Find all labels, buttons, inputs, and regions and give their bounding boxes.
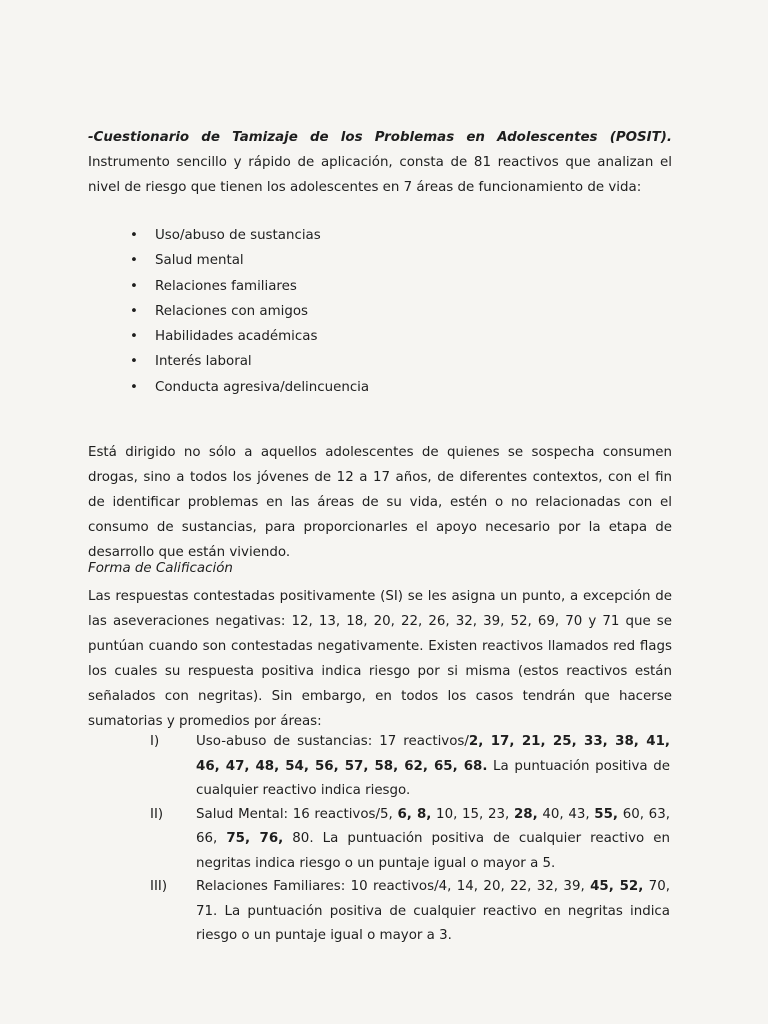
item-segment: 80. La puntuación positiva de cualquier reactivo en negritas indica riesgo o un puntaje igual o mayor a 5. xyxy=(196,831,670,871)
areas-list xyxy=(130,223,369,400)
intro-text: Instrumento sencillo y rápido de aplicación, consta de 81 reactivos que analizan el nivel de riesgo que tienen los adolescentes en 7 áreas de funcionamiento de vida: xyxy=(88,155,672,195)
item-segment: Relaciones Familiares: 10 reactivos/4, 14, 20, 22, 32, 39, xyxy=(196,879,591,894)
item-segment: 60, 63, 66, xyxy=(196,806,670,846)
scoring-item xyxy=(150,875,670,949)
item-segment: La puntuación positiva de cualquier reactivo indica riesgo. xyxy=(196,758,670,798)
item-segment-bold: 2, 17, 21, 25, 33, 38, 41, 46, 47, 48, 54, 56, 57, 58, 62, 65, 68. xyxy=(196,734,670,774)
target-paragraph: Está dirigido no sólo a aquellos adolescentes de quienes se sospecha consumen drogas, sino a todos los jóvenes de 12 a 17 años, de diferentes contextos, con el fin de identificar problemas en las áreas de su vida, estén o no relacionadas con el consumo de sustancias, para proporcionarles el apoyo necesario por la etapa de desarrollo que están viviendo. xyxy=(88,445,672,560)
item-text xyxy=(196,734,670,798)
scoring-list xyxy=(150,730,670,948)
item-segment: 40, 43, xyxy=(537,806,595,822)
item-number: III) xyxy=(150,879,168,894)
item-segment-bold: 45, 52, xyxy=(590,879,644,894)
item-segment-bold: 28, xyxy=(513,806,538,822)
item-text xyxy=(196,807,670,871)
instrument-title: -Cuestionario de Tamizaje de los Problemas en Adolescentes (POSIT). xyxy=(88,130,672,145)
item-number: I) xyxy=(150,734,160,749)
scoring-item xyxy=(150,730,670,804)
item-segment: Salud Mental: 16 reactivos/5, xyxy=(196,806,398,822)
list-item: • Relaciones con amigos xyxy=(130,299,369,324)
list-item: • Salud mental xyxy=(130,248,369,273)
list-item: • Conducta agresiva/delincuencia xyxy=(130,375,369,400)
item-number: II) xyxy=(150,806,164,822)
scoring-heading: Forma de Calificación xyxy=(88,561,233,576)
item-segment: 70, 71. La puntuación positiva de cualquier reactivo en negritas indica riesgo o un puntaje igual o mayor a 3. xyxy=(196,879,670,943)
item-segment: 10, 15, 23, xyxy=(431,806,514,822)
item-text xyxy=(196,879,670,943)
list-item: • Interés laboral xyxy=(130,349,369,374)
item-segment-bold: 6, 8, xyxy=(397,806,432,822)
intro-paragraph xyxy=(88,125,672,200)
list-item: • Uso/abuso de sustancias xyxy=(130,223,369,248)
item-segment: Uso-abuso de sustancias: 17 reactivos/ xyxy=(196,734,469,749)
list-item: • Relaciones familiares xyxy=(130,274,369,299)
scoring-item xyxy=(150,803,670,877)
item-segment-bold: 75, 76, xyxy=(226,831,284,846)
list-item: • Habilidades académicas xyxy=(130,324,369,349)
scoring-paragraph: Las respuestas contestadas positivamente (SI) se les asigna un punto, a excepción de las aseveraciones negativas: 12, 13, 18, 20, 22, 26, 32, 39, 52, 69, 70 y 71 que se puntúan cuando son contestadas negativamente. Existen reactivos llamados red flags los cuales su respuesta positiva indica riesgo por si misma (estos reactivos están señalados con negritas). Sin embargo, en todos los casos tendrán que hacerse sumatorias y promedios por áreas: xyxy=(88,589,672,729)
item-segment-bold: 55, xyxy=(594,806,619,822)
